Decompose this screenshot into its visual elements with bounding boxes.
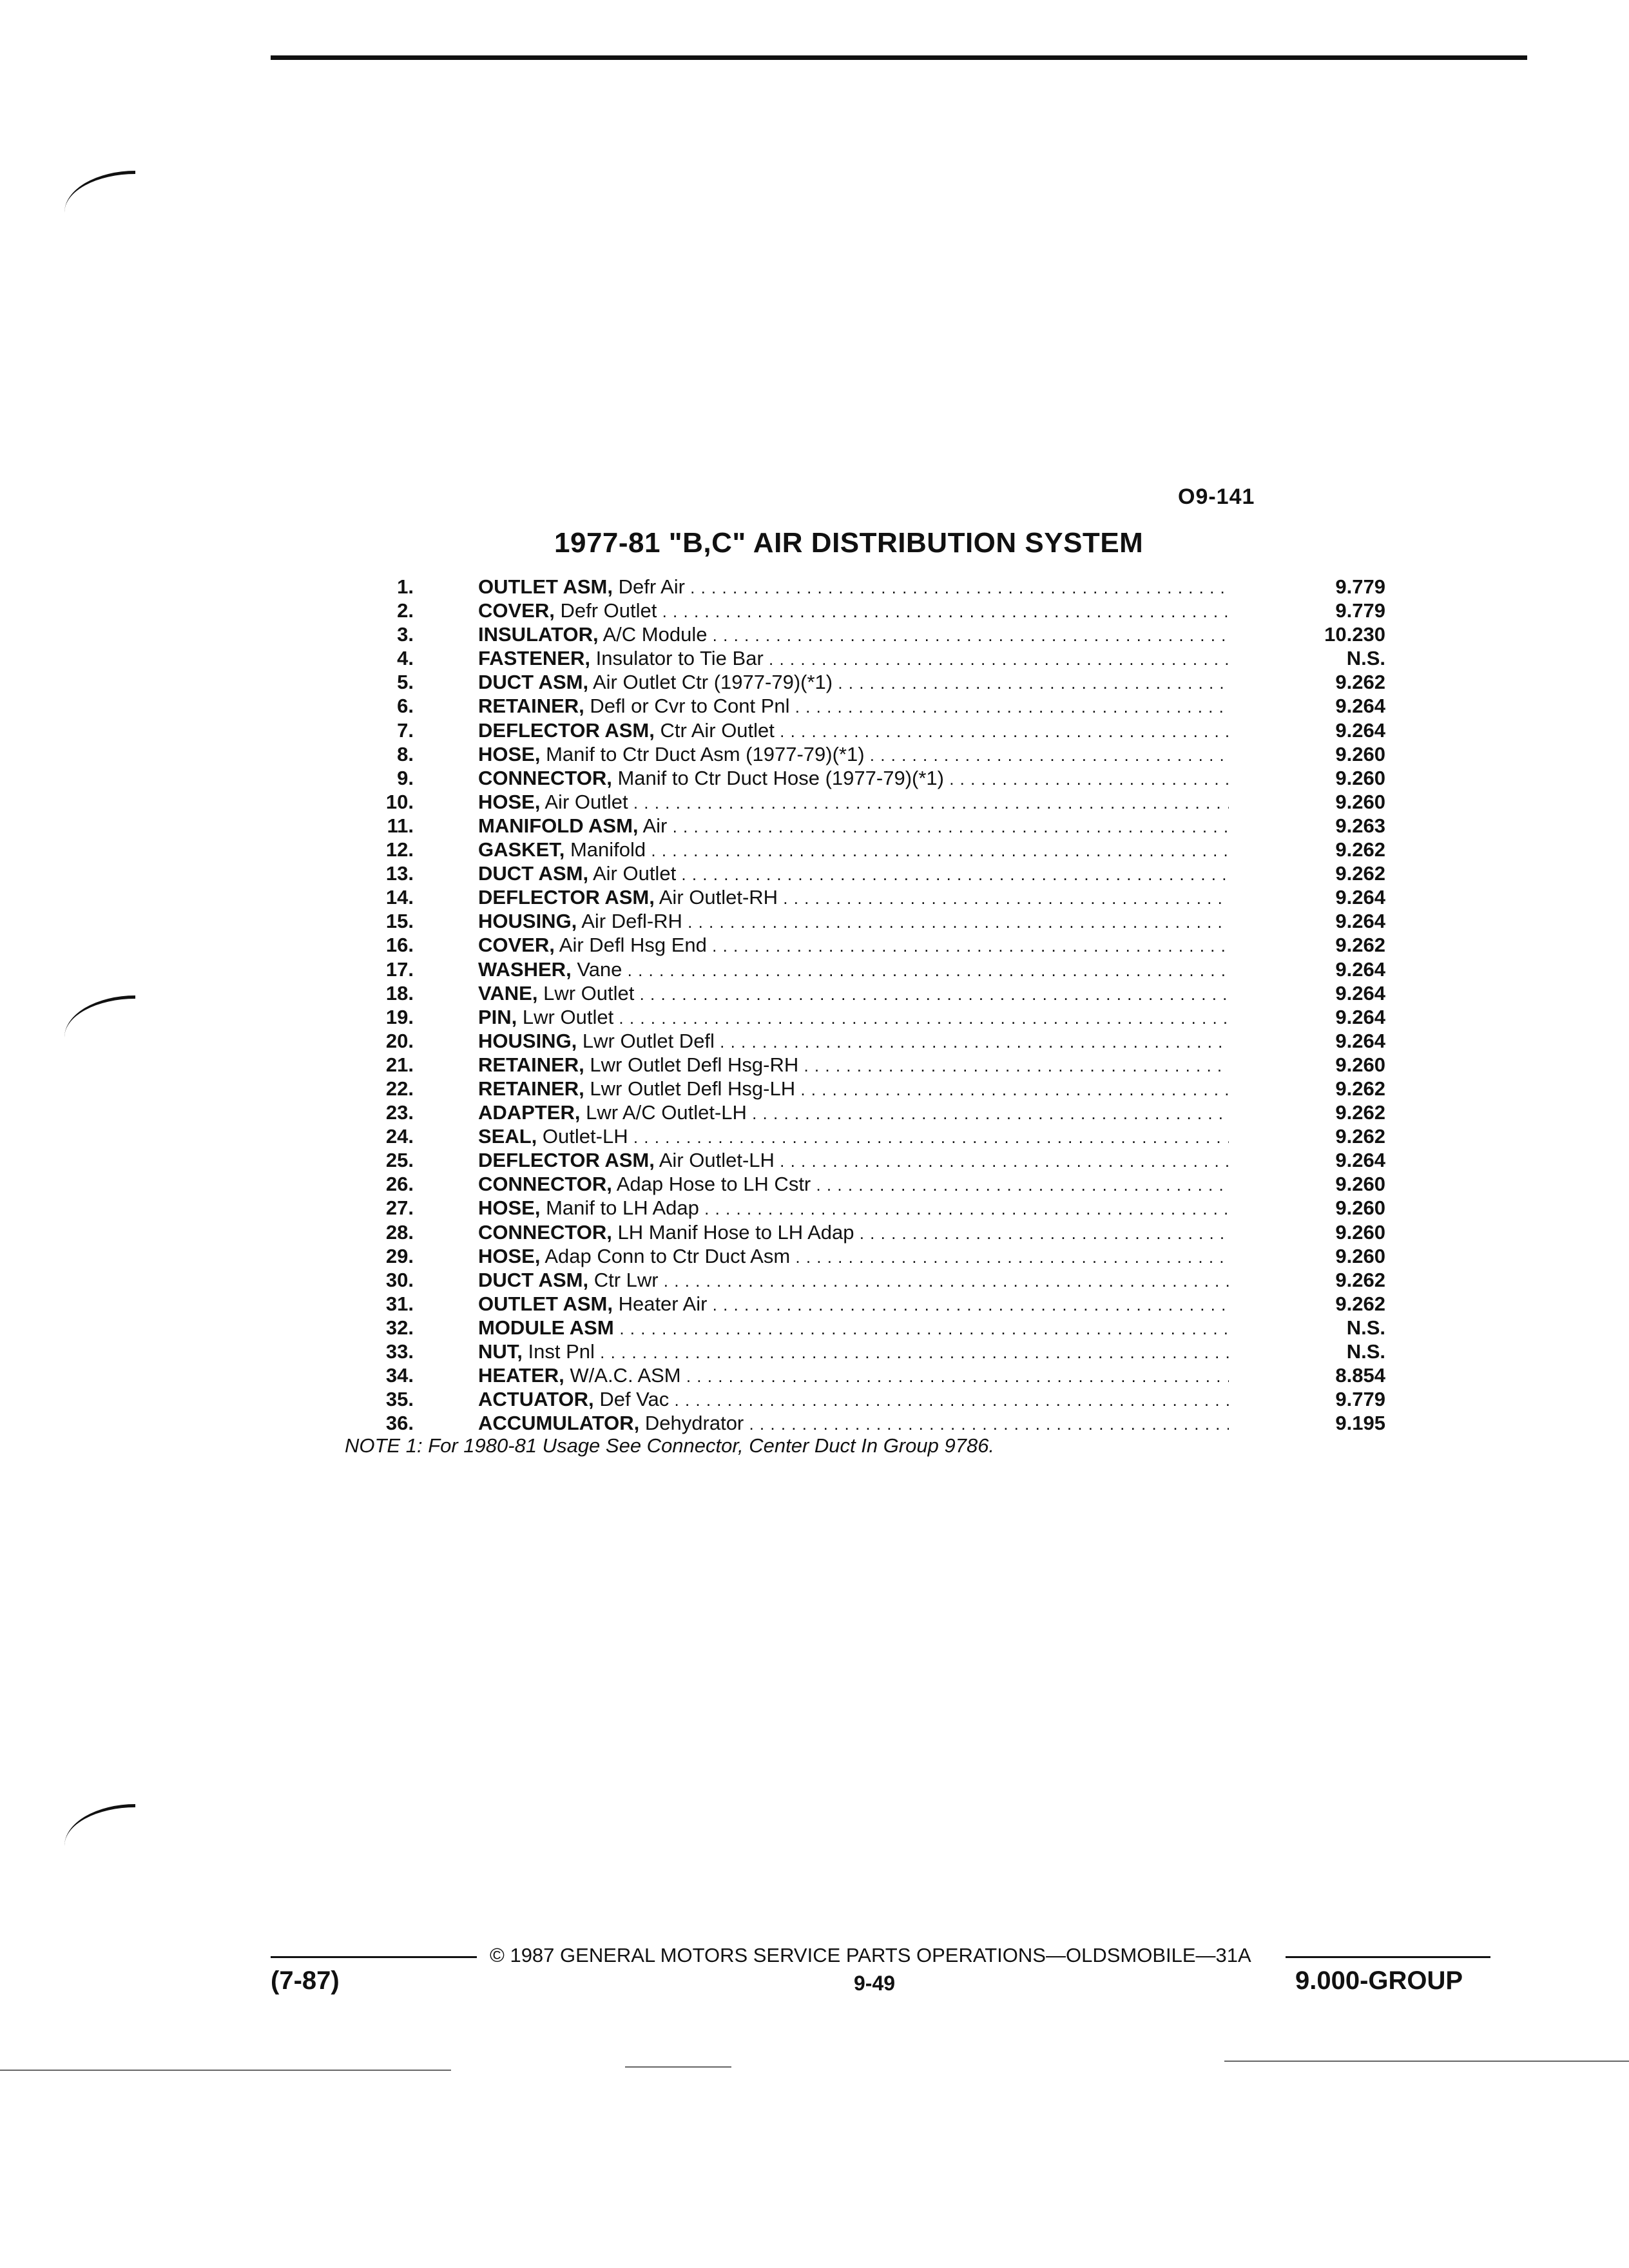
part-number: 34. [385, 1364, 414, 1387]
part-desc: Def Vac [599, 1388, 670, 1411]
part-number: 22. [385, 1077, 414, 1100]
part-name: COVER, [478, 599, 555, 622]
part-group-number: 9.260 [1335, 1053, 1385, 1076]
parts-list-row [342, 1244, 1385, 1268]
part-desc: Air Defl Hsg End [559, 934, 707, 957]
part-number: 20. [385, 1029, 414, 1052]
part-group-number: 9.262 [1335, 1268, 1385, 1291]
part-desc: A/C Module [602, 623, 708, 646]
part-number: 23. [385, 1101, 414, 1124]
parts-list-row [342, 646, 1385, 670]
part-desc: W/A.C. ASM [570, 1364, 681, 1387]
part-name: FASTENER, [478, 647, 590, 670]
part-description [478, 766, 1229, 791]
part-number: 9. [397, 766, 414, 789]
part-group-number: 9.262 [1335, 1101, 1385, 1124]
part-description [478, 1363, 1229, 1389]
parts-list-row [342, 981, 1385, 1005]
parts-list [342, 575, 1385, 1435]
part-group-number: 9.260 [1335, 1244, 1385, 1267]
part-group-number: 9.264 [1335, 695, 1385, 718]
parts-list-row [342, 718, 1385, 742]
part-number: 35. [385, 1388, 414, 1411]
part-number: 15. [385, 910, 414, 933]
part-group-number: 9.264 [1335, 910, 1385, 933]
part-description [478, 1148, 1229, 1173]
part-group-number: 9.260 [1335, 1173, 1385, 1196]
part-name: PIN, [478, 1005, 517, 1028]
part-description [478, 1053, 1229, 1078]
part-group-number: 9.262 [1335, 1077, 1385, 1100]
part-description [478, 1005, 1229, 1030]
part-number: 3. [397, 623, 414, 646]
parts-list-row [342, 1292, 1385, 1316]
part-group-number: 9.262 [1335, 1125, 1385, 1148]
part-name: HOSE, [478, 790, 541, 813]
part-name: COVER, [478, 934, 555, 957]
part-desc: Lwr Outlet [543, 981, 635, 1004]
part-number: 6. [397, 695, 414, 718]
parts-list-row [342, 1196, 1385, 1220]
part-description [478, 1077, 1229, 1102]
part-desc: Lwr A/C Outlet-LH [586, 1101, 747, 1124]
part-group-number: 9.262 [1335, 862, 1385, 885]
parts-list-row [342, 1387, 1385, 1411]
part-description [478, 1340, 1229, 1365]
parts-list-row [342, 885, 1385, 909]
part-desc: Adap Conn to Ctr Duct Asm [545, 1244, 791, 1267]
part-desc: Adap Hose to LH Cstr [616, 1173, 811, 1196]
part-description [478, 885, 1229, 910]
punch-hole-mark [64, 995, 135, 1037]
parts-list-row [342, 670, 1385, 694]
part-group-number: N.S. [1346, 1316, 1385, 1339]
part-name: WASHER, [478, 957, 572, 981]
parts-list-row [342, 1053, 1385, 1077]
part-number: 32. [385, 1316, 414, 1339]
part-group-number: 9.263 [1335, 814, 1385, 837]
part-number: 12. [385, 838, 414, 861]
part-description [478, 1387, 1229, 1412]
part-number: 10. [385, 790, 414, 813]
part-name: OUTLET ASM, [478, 1292, 613, 1315]
parts-list-row [342, 790, 1385, 814]
part-desc: Outlet-LH [542, 1125, 628, 1148]
part-name: RETAINER, [478, 1077, 584, 1100]
part-description [478, 814, 1229, 839]
part-group-number: 9.262 [1335, 671, 1385, 694]
part-desc: Air [642, 814, 668, 837]
parts-list-row [342, 694, 1385, 718]
part-number: 36. [385, 1412, 414, 1435]
part-number: 7. [397, 718, 414, 742]
part-name: MANIFOLD ASM, [478, 814, 639, 837]
part-number: 2. [397, 599, 414, 622]
part-desc: Manifold [570, 838, 646, 861]
part-description [478, 957, 1229, 983]
part-desc: Manif to LH Adap [546, 1196, 699, 1220]
part-desc: Lwr Outlet Defl Hsg-LH [590, 1077, 796, 1100]
part-desc: Air Outlet Ctr (1977-79)(*1) [592, 671, 833, 694]
parts-list-row [342, 1411, 1385, 1435]
page-number: 9-49 [854, 1972, 896, 1995]
part-description [478, 718, 1229, 744]
part-number: 5. [397, 671, 414, 694]
part-number: 31. [385, 1292, 414, 1315]
parts-list-row [342, 957, 1385, 981]
footer-date: (7-87) [271, 1966, 340, 1995]
part-name: VANE, [478, 981, 538, 1004]
part-description [478, 790, 1229, 815]
part-name: DUCT ASM, [478, 1268, 589, 1291]
parts-list-row [342, 861, 1385, 885]
part-number: 29. [385, 1244, 414, 1267]
parts-list-row [342, 742, 1385, 766]
part-description [478, 622, 1229, 648]
part-number: 11. [387, 814, 414, 837]
parts-list-row [342, 1124, 1385, 1148]
punch-hole-mark [64, 1804, 135, 1846]
footer-rule-right [1286, 1956, 1490, 1958]
parts-list-row [342, 1148, 1385, 1172]
part-description [478, 1100, 1229, 1126]
part-name: CONNECTOR, [478, 766, 612, 789]
part-name: DEFLECTOR ASM, [478, 886, 655, 909]
parts-list-row [342, 1316, 1385, 1340]
parts-list-row [342, 838, 1385, 861]
part-name: HOUSING, [478, 910, 577, 933]
part-group-number: 9.264 [1335, 981, 1385, 1004]
part-number: 8. [397, 742, 414, 765]
part-number: 33. [385, 1340, 414, 1363]
part-description [478, 1268, 1229, 1293]
part-description [478, 694, 1229, 719]
part-description [478, 575, 1229, 600]
top-rule [271, 55, 1527, 60]
part-group-number: 9.264 [1335, 1149, 1385, 1172]
part-name: DUCT ASM, [478, 862, 589, 885]
part-desc: LH Manif Hose to LH Adap [617, 1220, 854, 1244]
scan-artifact-line [625, 2066, 731, 2068]
part-group-number: 8.854 [1335, 1364, 1385, 1387]
part-group-number: N.S. [1346, 1340, 1385, 1363]
parts-list-row [342, 814, 1385, 838]
part-desc: Air Outlet [545, 790, 628, 813]
part-name: NUT, [478, 1340, 523, 1363]
part-description [478, 909, 1229, 934]
part-desc: Air Outlet-RH [659, 886, 778, 909]
part-group-number: 9.264 [1335, 1005, 1385, 1028]
part-number: 30. [385, 1268, 414, 1291]
parts-list-row [342, 766, 1385, 790]
part-name: HEATER, [478, 1364, 564, 1387]
part-description [478, 670, 1229, 695]
part-desc: Vane [577, 957, 622, 981]
part-group-number: 9.779 [1335, 1388, 1385, 1411]
part-description [478, 1220, 1229, 1245]
parts-list-row [342, 1363, 1385, 1387]
part-desc: Lwr Outlet Defl [582, 1029, 715, 1052]
part-name: HOUSING, [478, 1029, 577, 1052]
part-number: 1. [397, 575, 414, 598]
part-name: CONNECTOR, [478, 1220, 612, 1244]
part-desc: Inst Pnl [528, 1340, 595, 1363]
part-description [478, 1124, 1229, 1149]
part-group-number: 9.779 [1335, 575, 1385, 598]
part-name: CONNECTOR, [478, 1173, 612, 1196]
parts-list-row [342, 1340, 1385, 1363]
part-name: HOSE, [478, 742, 541, 765]
parts-list-row [342, 1220, 1385, 1244]
footer-copyright: © 1987 GENERAL MOTORS SERVICE PARTS OPERATIONS—OLDSMOBILE—31A [490, 1944, 1251, 1966]
part-desc: Air Outlet [592, 862, 677, 885]
part-number: 13. [385, 862, 414, 885]
part-group-number: 10.230 [1324, 623, 1385, 646]
parts-list-row [342, 1077, 1385, 1100]
scan-artifact-line [1224, 2061, 1629, 2062]
part-desc: Insulator to Tie Bar [595, 647, 764, 670]
part-group-number: 9.260 [1335, 766, 1385, 789]
part-group-number: 9.264 [1335, 957, 1385, 981]
part-desc: Manif to Ctr Duct Hose (1977-79)(*1) [617, 766, 944, 789]
part-description [478, 981, 1229, 1006]
part-description [478, 933, 1229, 958]
part-description [478, 838, 1229, 863]
footnote: NOTE 1: For 1980-81 Usage See Connector, Center Duct In Group 9786. [345, 1434, 995, 1457]
part-description [478, 1196, 1229, 1221]
part-name: DEFLECTOR ASM, [478, 718, 655, 742]
part-desc: Air Defl-RH [581, 910, 682, 933]
part-name: RETAINER, [478, 1053, 584, 1076]
part-number: 28. [385, 1220, 414, 1244]
part-desc: Manif to Ctr Duct Asm (1977-79)(*1) [546, 742, 865, 765]
parts-list-row [342, 575, 1385, 599]
part-number: 16. [385, 934, 414, 957]
part-number: 19. [385, 1005, 414, 1028]
part-desc: Ctr Air Outlet [660, 718, 775, 742]
punch-hole-mark [64, 171, 135, 213]
part-group-number: 9.262 [1335, 838, 1385, 861]
part-description [478, 1244, 1229, 1269]
parts-list-row [342, 933, 1385, 957]
part-number: 27. [385, 1196, 414, 1220]
part-number: 24. [385, 1125, 414, 1148]
part-name: OUTLET ASM, [478, 575, 613, 598]
part-number: 25. [385, 1149, 414, 1172]
part-group-number: 9.262 [1335, 934, 1385, 957]
scan-artifact-line [0, 2070, 451, 2071]
parts-list-row [342, 599, 1385, 622]
part-number: 18. [385, 981, 414, 1004]
part-name: HOSE, [478, 1196, 541, 1220]
part-name: ACTUATOR, [478, 1388, 594, 1411]
part-name: INSULATOR, [478, 623, 599, 646]
part-group-number: 9.264 [1335, 886, 1385, 909]
part-number: 26. [385, 1173, 414, 1196]
part-description [478, 1292, 1229, 1317]
part-group-number: N.S. [1346, 647, 1385, 670]
part-number: 17. [385, 957, 414, 981]
part-name: DUCT ASM, [478, 671, 589, 694]
part-name: HOSE, [478, 1244, 541, 1267]
part-description [478, 1316, 1229, 1341]
part-group-number: 9.264 [1335, 718, 1385, 742]
part-description [478, 1172, 1229, 1197]
part-desc: Heater Air [618, 1292, 708, 1315]
parts-list-row [342, 1268, 1385, 1292]
part-number: 14. [385, 886, 414, 909]
part-name: RETAINER, [478, 695, 584, 718]
part-desc: Lwr Outlet [522, 1005, 614, 1028]
part-desc: Defl or Cvr to Cont Pnl [590, 695, 790, 718]
part-group-number: 9.264 [1335, 1029, 1385, 1052]
part-name: SEAL, [478, 1125, 537, 1148]
part-description [478, 599, 1229, 624]
part-name: DEFLECTOR ASM, [478, 1149, 655, 1172]
part-description [478, 1411, 1229, 1436]
part-description [478, 646, 1229, 671]
part-number: 21. [385, 1053, 414, 1076]
part-description [478, 861, 1229, 887]
parts-list-row [342, 909, 1385, 933]
parts-list-row [342, 1005, 1385, 1029]
part-group-number: 9.260 [1335, 1220, 1385, 1244]
part-desc: Lwr Outlet Defl Hsg-RH [590, 1053, 799, 1076]
parts-list-row [342, 1029, 1385, 1053]
footer-group: 9.000-GROUP [1295, 1966, 1463, 1995]
part-group-number: 9.195 [1335, 1412, 1385, 1435]
part-name: ADAPTER, [478, 1101, 581, 1124]
part-number: 4. [397, 647, 414, 670]
parts-list-row [342, 1172, 1385, 1196]
part-name: GASKET, [478, 838, 565, 861]
part-desc: Air Outlet-LH [659, 1149, 775, 1172]
part-desc: Defr Outlet [560, 599, 657, 622]
part-group-number: 9.260 [1335, 1196, 1385, 1220]
part-group-number: 9.779 [1335, 599, 1385, 622]
part-name: ACCUMULATOR, [478, 1412, 640, 1435]
part-name: MODULE ASM [478, 1316, 614, 1339]
part-group-number: 9.260 [1335, 742, 1385, 765]
part-group-number: 9.260 [1335, 790, 1385, 813]
part-description [478, 1029, 1229, 1054]
footer-rule-left [271, 1956, 477, 1958]
part-description [478, 742, 1229, 767]
parts-list-row [342, 622, 1385, 646]
part-desc: Ctr Lwr [593, 1268, 659, 1291]
page-title: 1977-81 "B,C" AIR DISTRIBUTION SYSTEM [554, 527, 1144, 559]
part-desc: Dehydrator [644, 1412, 744, 1435]
parts-list-row [342, 1100, 1385, 1124]
part-group-number: 9.262 [1335, 1292, 1385, 1315]
reference-code: O9-141 [1178, 485, 1255, 509]
part-desc: Defr Air [618, 575, 685, 598]
